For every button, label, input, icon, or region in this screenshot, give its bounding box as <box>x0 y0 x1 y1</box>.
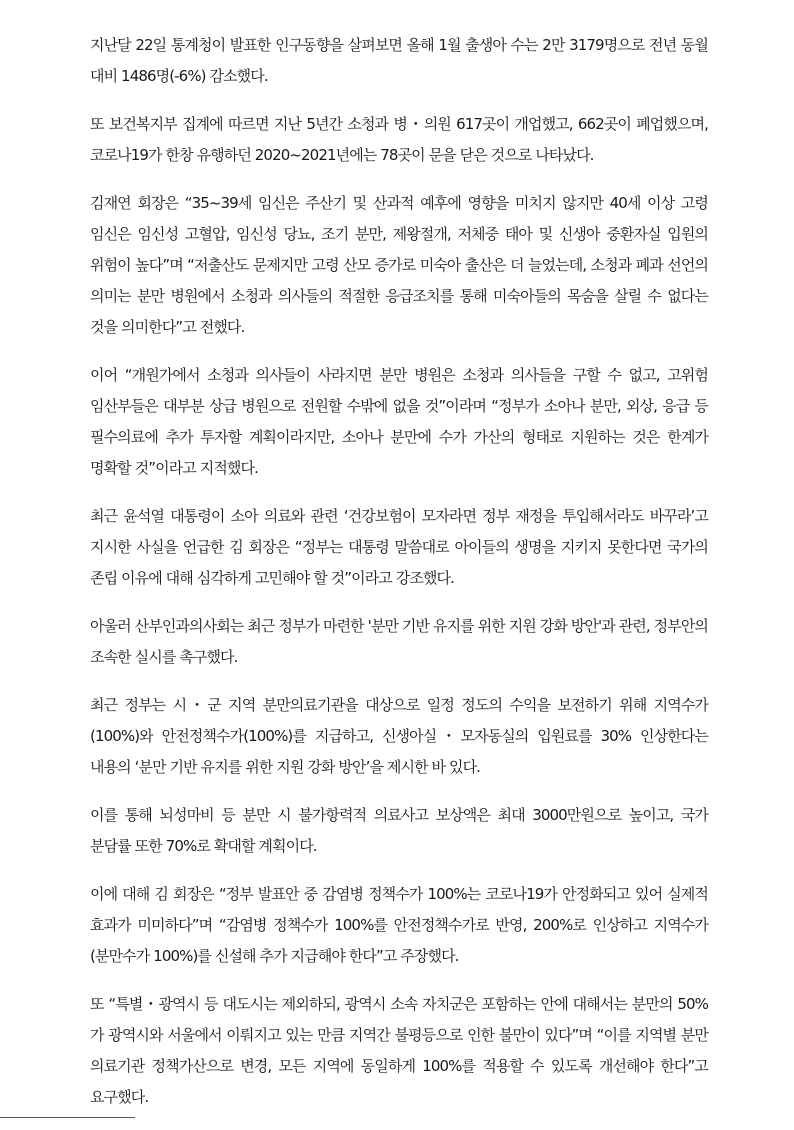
paragraph-president-remarks: 최근 윤석열 대통령이 소아 의료와 관련 ‘건강보험이 모자라면 정부 재정을 투입해서라도 바꾸라’고 지시한 사실을 언급한 김 회장은 “정부는 대통령 말씀대로 아이들의 생명을 지키지 못한다면 국가의 존립 이유에 대해 심각하게 고민해야 할 것”이라고 강조했다. <box>90 507 708 587</box>
paragraph-policy-fee-proposal: 이에 대해 김 회장은 “정부 발표안 중 감염병 정책수가 100%는 코로나19가 안정화되고 있어 실제적 효과가 미미하다”며 “감염병 정책수가 100%를 안전정책수가로 반영, 200%로 인상하고 지역수가(분만수가 100%)를 신설해 추가 지급해야 한다”고 주장했다. <box>90 885 708 965</box>
paragraph-government-support-plan: 최근 정부는 시・군 지역 분만의료기관을 대상으로 일정 정도의 수익을 보전하기 위해 지역수가(100%)와 안전정책수가(100%)를 지급하고, 신생아실・모자동실의 입원료를 30% 인상한다는 내용의 ‘분만 기반 유지를 위한 지원 강화 방안’을 제시한 바 있다. <box>90 696 708 776</box>
paragraph-regional-inequality: 또 “특별・광역시 등 대도시는 제외하되, 광역시 소속 자치군은 포함하는 안에 대해서는 분만의 50%가 광역시와 서울에서 이뤄지고 있는 만큼 지역간 불평등으로 인한 불만이 있다”며 “이를 지역별 분만 의료기관 정책가산으로 변경, 모든 지역에 동일하게 100%를 적용할 수 있도록 개선해야 한다”고 요구했다. <box>90 995 708 1106</box>
paragraph-society-urges-government: 아울러 산부인과의사회는 최근 정부가 마련한 '분만 기반 유지를 위한 지원 강화 방안'과 관련, 정부안의 조속한 실시를 촉구했다. <box>90 617 708 666</box>
paragraph-clinic-openings-closures: 또 보건복지부 집계에 따르면 지난 5년간 소청과 병・의원 617곳이 개업했고, 662곳이 폐업했으며, 코로나19가 한창 유행하던 2020~2021년에는 78곳이 문을 닫은 것으로 나타났다. <box>90 115 708 164</box>
paragraph-accident-compensation: 이를 통해 뇌성마비 등 분만 시 불가항력적 의료사고 보상액은 최대 3000만원으로 높이고, 국가 분담률 또한 70%로 확대할 계획이다. <box>90 806 708 855</box>
article-body <box>90 30 708 1130</box>
footer-divider <box>0 1117 135 1118</box>
paragraph-pediatrician-shortage: 이어 “개원가에서 소청과 의사들이 사라지면 분만 병원은 소청과 의사들을 구할 수 없고, 고위험 임산부들은 대부분 상급 병원으로 전원할 수밖에 없을 것”이라며 “정부가 소아나 분만, 외상, 응급 등 필수의료에 추가 투자할 계획이라지만, 소아나 분만에 수가 가산의 형태로 지원하는 것은 한계가 명확할 것”이라고 지적했다. <box>90 366 708 477</box>
paragraph-advanced-maternal-age: 김재연 회장은 “35~39세 임신은 주산기 및 산과적 예후에 영향을 미치지 않지만 40세 이상 고령 임신은 임신성 고혈압, 임신성 당뇨, 조기 분만, 제왕절개, 저체중 태아 및 신생아 중환자실 입원의 위험이 높다”며 “저출산도 문제지만 고령 산모 증가로 미숙아 출산은 더 늘었는데, 소청과 폐과 선언의 의미는 분만 병원에서 소청과 의사들의 적절한 응급조치를 통해 미숙아들의 목숨을 살릴 수 없다는 것을 의미한다”고 전했다. <box>90 194 708 336</box>
paragraph-birth-statistics: 지난달 22일 통계청이 발표한 인구동향을 살펴보면 올해 1월 출생아 수는 2만 3179명으로 전년 동월 대비 1486명(-6%) 감소했다. <box>90 36 708 85</box>
